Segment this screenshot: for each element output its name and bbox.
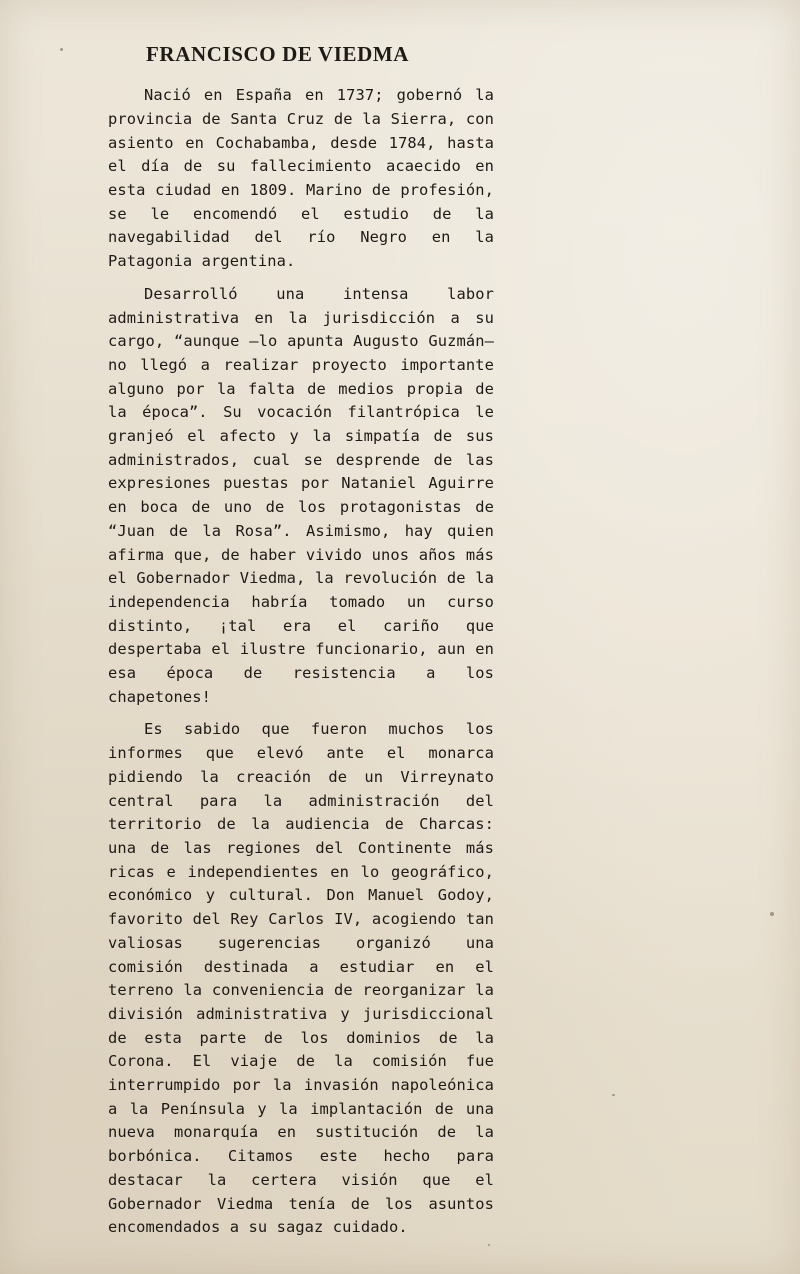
paper-speck bbox=[770, 912, 774, 916]
article bbox=[108, 42, 494, 1249]
paper-speck bbox=[60, 48, 63, 51]
paragraph-2: Desarrolló una intensa labor administrativa en la jurisdicción a su cargo, “aunque —lo apunta Augusto Guzmán— no llegó a realizar proyecto importante alguno por la falta de medios propia de la época”. Su vocación filantrópica le granjeó el afecto y la simpatía de sus administrados, cual se desprende de las expresiones puestas por Nataniel Aguirre en boca de uno de los protagonistas de “Juan de la Rosa”. Asimismo, hay quien afirma que, de haber vivido unos años más el Gobernador Viedma, la revolución de la independencia habría tomado un curso distinto, ¡tal era el cariño que despertaba el ilustre funcionario, aun en esa época de resistencia a los chapetones! bbox=[108, 284, 494, 706]
article-title: FRANCISCO DE VIEDMA bbox=[146, 42, 410, 66]
paper-speck bbox=[612, 1094, 615, 1096]
paragraph-1: Nació en España en 1737; gobernó la provincia de Santa Cruz de la Sierra, con asiento en Cochabamba, desde 1784, hasta el día de su fallecimiento acaecido en esta ciudad en 1809. Marino de profesión, se le encomendó el estudio de la navegabilidad del río Negro en la Patagonia argentina. bbox=[108, 86, 494, 271]
paragraph-3: Es sabido que fueron muchos los informes que elevó ante el monarca pidiendo la creación de un Virreynato central para la administración del territorio de la audiencia de Charcas: una de las regiones del Continente más ricas e independientes en lo geográfico, económico y cultural. Don Manuel Godoy, favorito del Rey Carlos IV, acogiendo tan valiosas sugerencias organizó una comisión destinada a estudiar en el terreno la conveniencia de reorganizar la división administrativa y jurisdiccional de esta parte de los dominios de la Corona. El viaje de la comisión fue interrumpido por la invasión napoleónica a la Península y la implantación de una nueva monarquía en sustitución de la borbónica. Citamos este hecho para destacar la certera visión que el Gobernador Viedma tenía de los asuntos encomendados a su sagaz cuidado. bbox=[108, 720, 494, 1237]
